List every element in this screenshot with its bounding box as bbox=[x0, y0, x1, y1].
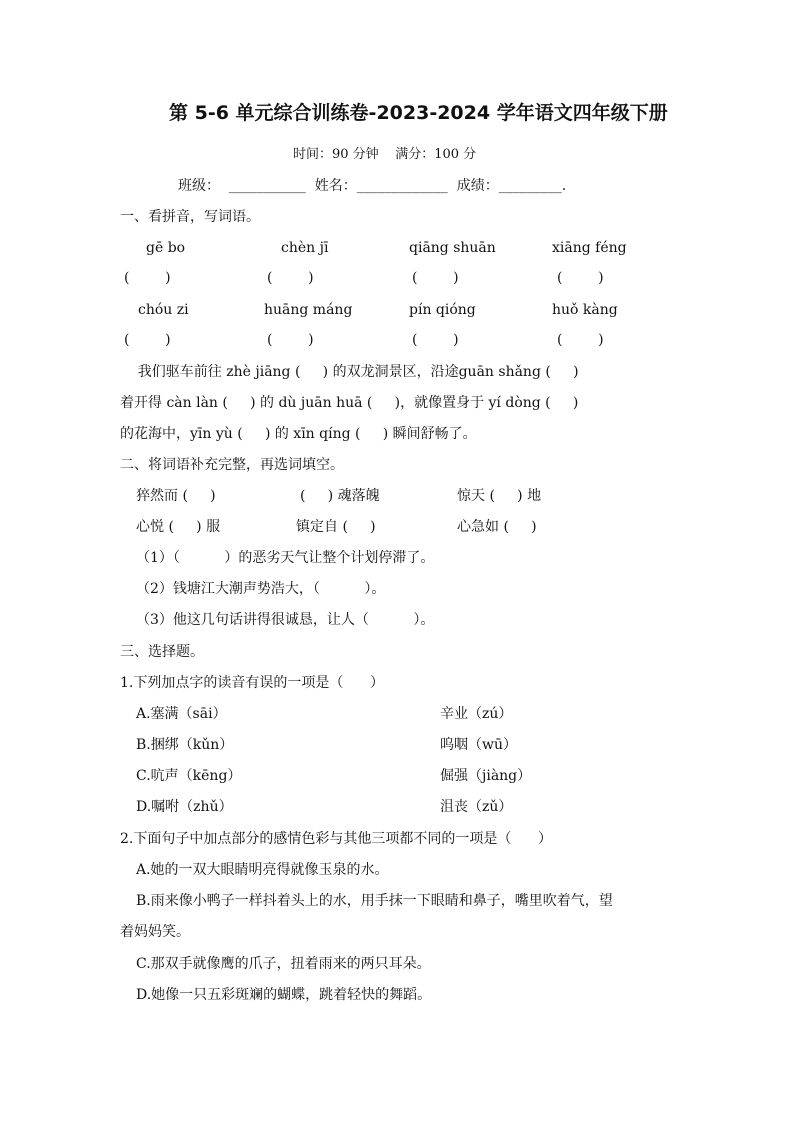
fill-item-2: （2）钱塘江大潮声势浩大，（ ）。 bbox=[136, 581, 386, 597]
fill-item-3: （3）他这几句话讲得很诚恳，让人（ ）。 bbox=[136, 612, 435, 628]
passage-line-3: 的花海中，yīn yù ( ) 的 xīn qíng ( ) 瞬间舒畅了。 bbox=[120, 426, 477, 442]
time-score: 时间：90 分钟 满分：100 分 bbox=[293, 147, 477, 162]
answer-box[interactable]: ( ) bbox=[124, 270, 171, 286]
pinyin-5: chóu zi bbox=[138, 302, 189, 318]
q1-option-c[interactable]: C.吭声（kēng） bbox=[136, 768, 242, 784]
q1-option-d-word2: 沮丧（zǔ） bbox=[440, 799, 513, 815]
idiom-blank[interactable]: ( ) 魂落魄 bbox=[300, 488, 380, 504]
q1-option-b[interactable]: B.捆绑（kǔn） bbox=[136, 737, 234, 753]
answer-box[interactable]: ( ) bbox=[412, 270, 459, 286]
q1-option-a-word2: 辛业（zú） bbox=[440, 706, 513, 722]
passage-line-2: 着开得 càn làn ( ) 的 dù juān huā ( )，就像置身于 yí dòng ( ) bbox=[120, 395, 579, 411]
page-title: 第 5-6 单元综合训练卷-2023-2024 学年语文四年级下册 bbox=[169, 102, 668, 124]
idiom-blank[interactable]: 镇定自 ( ) bbox=[296, 519, 376, 535]
q2-option-b-cont: 着妈妈笑。 bbox=[120, 924, 190, 940]
question-2-stem: 2.下面句子中加点部分的感情色彩与其他三项都不同的一项是（ ） bbox=[120, 831, 553, 847]
answer-box[interactable]: ( ) bbox=[267, 270, 314, 286]
student-info-line: 班级： ___________ 姓名：_____________ 成绩：_________. bbox=[178, 178, 567, 194]
passage-line-1: 我们驱车前往 zhè jiāng ( ) 的双龙洞景区，沿途guān shǎng ( ) bbox=[120, 364, 579, 380]
q1-option-c-word2: 倔强（jiàng） bbox=[440, 768, 532, 784]
answer-box[interactable]: ( ) bbox=[557, 270, 604, 286]
idiom-blank[interactable]: 猝然而 ( ) bbox=[136, 488, 216, 504]
q2-option-b[interactable]: B.雨来像小鸭子一样抖着头上的水，用手抹一下眼睛和鼻子，嘴里吹着气，望 bbox=[136, 893, 613, 909]
q2-option-c[interactable]: C.那双手就像鹰的爪子，扭着雨来的两只耳朵。 bbox=[136, 956, 431, 972]
pinyin-7: pín qióng bbox=[409, 302, 476, 318]
idiom-blank[interactable]: 心悦 ( ) 服 bbox=[136, 519, 221, 535]
q1-option-d[interactable]: D.嘱咐（zhǔ） bbox=[136, 799, 233, 815]
idiom-blank[interactable]: 惊天 ( ) 地 bbox=[457, 488, 542, 504]
answer-box[interactable]: ( ) bbox=[267, 332, 314, 348]
q2-option-d[interactable]: D.她像一只五彩斑斓的蝴蝶，跳着轻快的舞蹈。 bbox=[136, 987, 432, 1003]
fill-item-1: （1）（ ）的恶劣天气让整个计划停滞了。 bbox=[136, 550, 435, 566]
pinyin-2: chèn jī bbox=[281, 240, 329, 256]
section-3-heading: 三、选择题。 bbox=[120, 644, 204, 660]
pinyin-4: xiāng féng bbox=[552, 240, 627, 256]
q2-option-a[interactable]: A.她的一双大眼睛明亮得就像玉泉的水。 bbox=[136, 862, 389, 878]
idiom-blank[interactable]: 心急如 ( ) bbox=[457, 519, 537, 535]
answer-box[interactable]: ( ) bbox=[412, 332, 459, 348]
section-2-heading: 二、将词语补充完整，再选词填空。 bbox=[120, 457, 344, 473]
q1-option-b-word2: 呜咽（wū） bbox=[440, 737, 517, 753]
pinyin-8: huǒ kàng bbox=[552, 302, 618, 318]
question-1-stem: 1.下列加点字的读音有误的一项是（ ） bbox=[120, 675, 385, 691]
answer-box[interactable]: ( ) bbox=[124, 332, 171, 348]
q1-option-a[interactable]: A.塞满（sāi） bbox=[136, 706, 227, 722]
pinyin-1: gē bo bbox=[146, 240, 186, 256]
pinyin-3: qiāng shuān bbox=[409, 240, 496, 256]
pinyin-6: huāng máng bbox=[264, 302, 353, 318]
section-1-heading: 一、看拼音，写词语。 bbox=[120, 209, 260, 225]
answer-box[interactable]: ( ) bbox=[557, 332, 604, 348]
